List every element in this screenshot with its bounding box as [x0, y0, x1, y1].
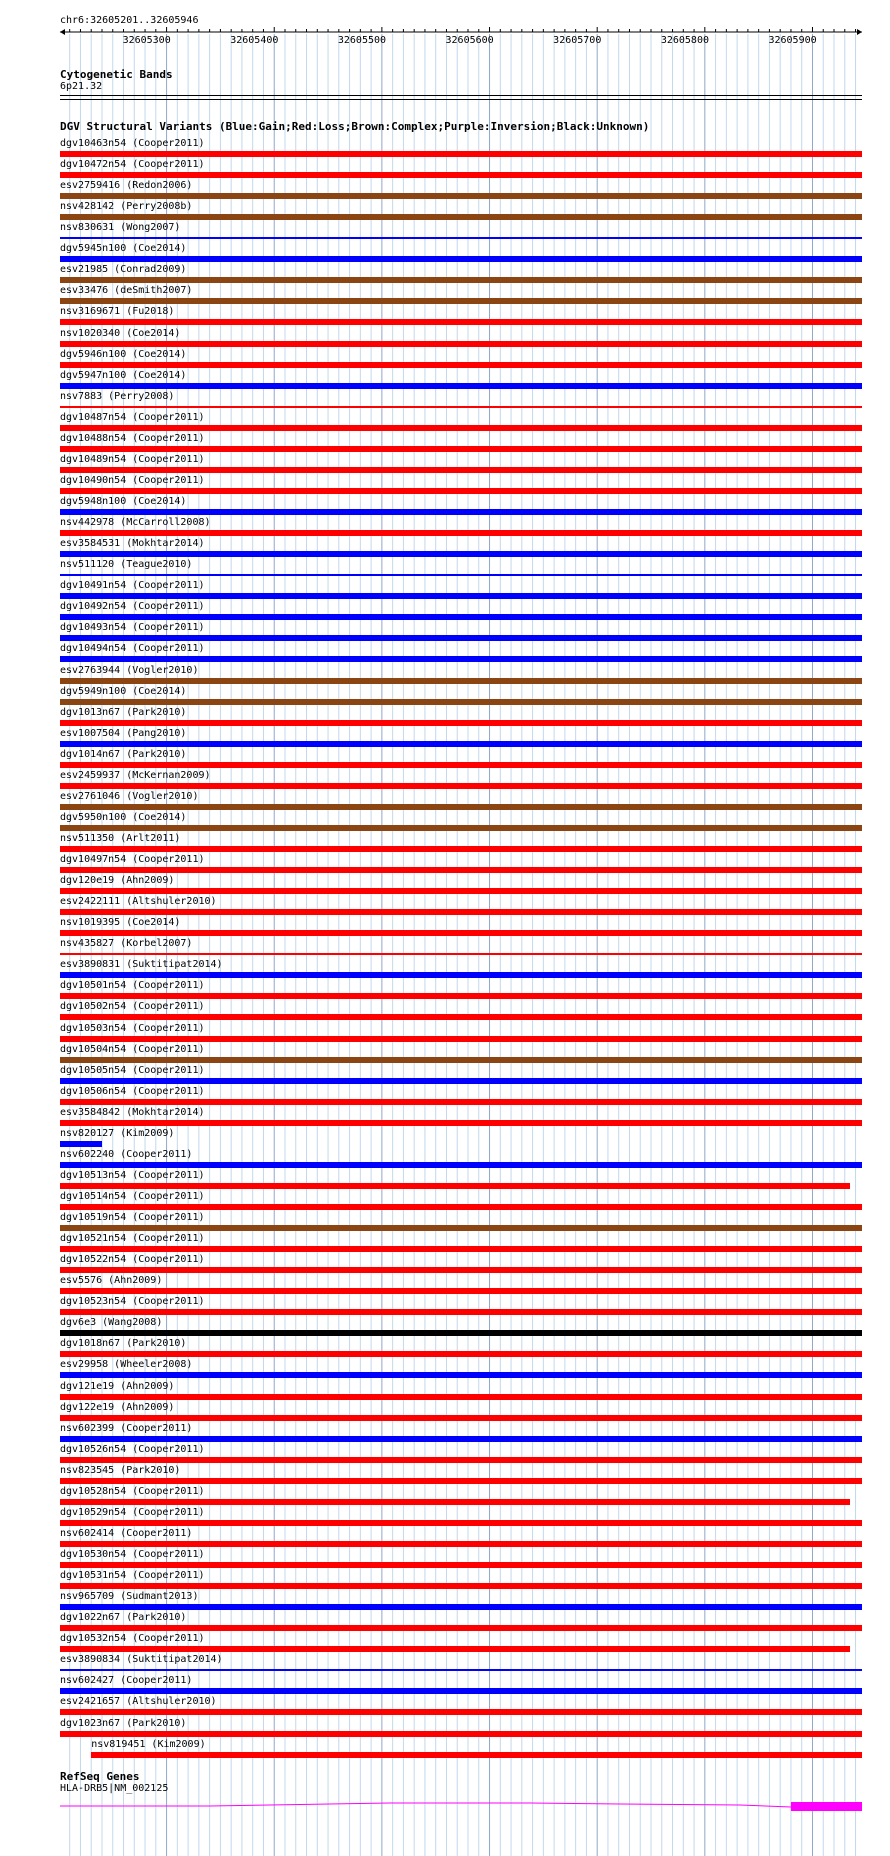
dgv-feature-bar[interactable]: [60, 593, 862, 599]
dgv-feature-bar[interactable]: [60, 530, 862, 536]
dgv-feature-label[interactable]: dgv10493n54 (Cooper2011): [60, 622, 205, 634]
dgv-feature-bar[interactable]: [60, 551, 862, 557]
dgv-feature-label[interactable]: dgv10532n54 (Cooper2011): [60, 1633, 205, 1645]
locus-coordinate: chr6:32605201..32605946: [60, 15, 199, 26]
gene-exon-block: [791, 1802, 862, 1811]
dgv-feature-bar[interactable]: [60, 1478, 862, 1484]
dgv-feature-label[interactable]: dgv10531n54 (Cooper2011): [60, 1570, 205, 1582]
dgv-feature-label[interactable]: esv3890834 (Suktitipat2014): [60, 1654, 223, 1666]
dgv-feature-label[interactable]: dgv10489n54 (Cooper2011): [60, 453, 205, 465]
dgv-track-title: DGV Structural Variants (Blue:Gain;Red:Loss;Brown:Complex;Purple:Inversion;Black:Unknown): [60, 120, 650, 133]
dgv-feature-bar[interactable]: [60, 277, 862, 283]
dgv-feature-bar[interactable]: [60, 237, 862, 239]
dgv-feature-label[interactable]: dgv10513n54 (Cooper2011): [60, 1169, 205, 1181]
refseq-gene-model[interactable]: [0, 1790, 890, 1814]
dgv-feature-bar[interactable]: [60, 1014, 862, 1020]
dgv-feature-bar[interactable]: [60, 656, 862, 662]
dgv-feature-label[interactable]: nsv602414 (Cooper2011): [60, 1527, 193, 1539]
dgv-feature-bar[interactable]: [60, 1099, 862, 1105]
dgv-feature-bar[interactable]: [60, 1372, 862, 1378]
dgv-feature-bar[interactable]: [60, 1625, 862, 1631]
dgv-feature-bar[interactable]: [60, 1351, 862, 1357]
dgv-feature-bar[interactable]: [60, 930, 862, 936]
dgv-feature-label[interactable]: nsv428142 (Perry2008b): [60, 201, 193, 213]
refseq-track-title: RefSeq Genes: [60, 1770, 140, 1783]
dgv-feature-bar[interactable]: [60, 1669, 862, 1671]
dgv-feature-label[interactable]: nsv819451 (Kim2009): [91, 1738, 206, 1750]
ruler-tick-label: 32605500: [337, 35, 387, 46]
ruler-tick-label: 32605400: [230, 35, 279, 46]
dgv-feature-label[interactable]: esv3584531 (Mokhtar2014): [60, 538, 205, 550]
dgv-feature-label[interactable]: nsv602399 (Cooper2011): [60, 1422, 193, 1434]
dgv-feature-label[interactable]: dgv10492n54 (Cooper2011): [60, 601, 205, 613]
dgv-feature-label[interactable]: nsv823545 (Park2010): [60, 1464, 181, 1476]
dgv-feature-bar[interactable]: [60, 1541, 862, 1547]
ruler-left-arrow: [60, 29, 65, 35]
dgv-feature-label[interactable]: dgv10505n54 (Cooper2011): [60, 1064, 205, 1076]
dgv-feature-bar[interactable]: [60, 1604, 862, 1610]
dgv-feature-label[interactable]: dgv5950n100 (Coe2014): [60, 811, 187, 823]
dgv-feature-label[interactable]: dgv10488n54 (Cooper2011): [60, 432, 205, 444]
dgv-feature-bar[interactable]: [91, 1752, 862, 1758]
ruler-tick-label: 32605800: [660, 35, 709, 46]
cyto-track-title: Cytogenetic Bands: [60, 68, 173, 81]
dgv-feature-label[interactable]: esv2761046 (Vogler2010): [60, 790, 199, 802]
dgv-feature-label[interactable]: nsv3169671 (Fu2018): [60, 306, 175, 318]
dgv-feature-label[interactable]: esv33476 (deSmith2007): [60, 285, 193, 297]
dgv-feature-label[interactable]: esv3584842 (Mokhtar2014): [60, 1106, 205, 1118]
dgv-feature-label[interactable]: esv5576 (Ahn2009): [60, 1275, 163, 1287]
dgv-feature-bar[interactable]: [60, 319, 862, 325]
dgv-feature-bar[interactable]: [60, 574, 862, 576]
dgv-feature-label[interactable]: dgv10502n54 (Cooper2011): [60, 1001, 205, 1013]
dgv-feature-bar[interactable]: [60, 362, 862, 368]
dgv-feature-label[interactable]: esv29958 (Wheeler2008): [60, 1359, 193, 1371]
dgv-feature-bar[interactable]: [60, 993, 862, 999]
dgv-feature-label[interactable]: nsv830631 (Wong2007): [60, 222, 181, 234]
dgv-feature-label[interactable]: nsv435827 (Korbel2007): [60, 938, 193, 950]
dgv-feature-label[interactable]: dgv10501n54 (Cooper2011): [60, 980, 205, 992]
dgv-feature-label[interactable]: dgv10529n54 (Cooper2011): [60, 1506, 205, 1518]
dgv-feature-bar[interactable]: [60, 1583, 862, 1589]
dgv-feature-bar[interactable]: [60, 298, 862, 304]
dgv-feature-bar[interactable]: [60, 635, 862, 641]
dgv-feature-bar[interactable]: [60, 1036, 862, 1042]
dgv-feature-label[interactable]: dgv10530n54 (Cooper2011): [60, 1549, 205, 1561]
dgv-feature-label[interactable]: dgv122e19 (Ahn2009): [60, 1401, 175, 1413]
dgv-feature-label[interactable]: dgv10521n54 (Cooper2011): [60, 1233, 205, 1245]
dgv-feature-bar[interactable]: [60, 383, 862, 389]
dgv-feature-bar[interactable]: [60, 867, 862, 873]
dgv-feature-label[interactable]: dgv5949n100 (Coe2014): [60, 685, 187, 697]
dgv-feature-bar[interactable]: [60, 972, 862, 978]
dgv-feature-bar[interactable]: [60, 425, 862, 431]
ruler-tick-label: 32605600: [445, 35, 494, 46]
dgv-feature-bar[interactable]: [60, 509, 862, 515]
dgv-feature-bar[interactable]: [60, 762, 862, 768]
dgv-feature-label[interactable]: esv21985 (Conrad2009): [60, 264, 187, 276]
dgv-feature-label[interactable]: dgv5947n100 (Coe2014): [60, 369, 187, 381]
dgv-feature-label[interactable]: dgv5945n100 (Coe2014): [60, 243, 187, 255]
dgv-feature-label[interactable]: dgv10503n54 (Cooper2011): [60, 1022, 205, 1034]
dgv-feature-label[interactable]: dgv10504n54 (Cooper2011): [60, 1043, 205, 1055]
dgv-feature-bar[interactable]: [60, 1288, 862, 1294]
dgv-feature-label[interactable]: esv2422111 (Altshuler2010): [60, 896, 217, 908]
dgv-feature-label[interactable]: dgv10497n54 (Cooper2011): [60, 854, 205, 866]
dgv-feature-bar[interactable]: [60, 1120, 862, 1126]
dgv-feature-label[interactable]: nsv442978 (McCarroll2008): [60, 517, 211, 529]
dgv-feature-bar[interactable]: [60, 341, 862, 347]
dgv-feature-bar[interactable]: [60, 1709, 862, 1715]
dgv-feature-label[interactable]: dgv10487n54 (Cooper2011): [60, 411, 205, 423]
dgv-feature-bar[interactable]: [60, 1141, 102, 1147]
ruler-tick-label: 32605300: [122, 35, 171, 46]
dgv-feature-bar[interactable]: [60, 1688, 862, 1694]
dgv-feature-label[interactable]: esv2459937 (McKernan2009): [60, 769, 211, 781]
dgv-feature-bar[interactable]: [60, 1246, 862, 1252]
dgv-feature-label[interactable]: dgv10472n54 (Cooper2011): [60, 159, 205, 171]
dgv-feature-bar[interactable]: [60, 614, 862, 620]
dgv-feature-bar[interactable]: [60, 1562, 862, 1568]
dgv-feature-label[interactable]: esv2421657 (Altshuler2010): [60, 1696, 217, 1708]
dgv-feature-bar[interactable]: [60, 1183, 850, 1189]
dgv-feature-label[interactable]: dgv1022n67 (Park2010): [60, 1612, 187, 1624]
cyto-band-bottom-line: [60, 99, 862, 100]
refseq-gene-label[interactable]: HLA-DRB5|NM_002125: [60, 1783, 169, 1794]
dgv-feature-bar[interactable]: [60, 1520, 862, 1526]
dgv-feature-bar[interactable]: [60, 1267, 862, 1273]
dgv-feature-label[interactable]: esv2759416 (Redon2006): [60, 180, 193, 192]
ruler-tick-label: 32605700: [553, 35, 602, 46]
dgv-feature-bar[interactable]: [60, 1225, 862, 1231]
dgv-feature-bar[interactable]: [60, 741, 862, 747]
dgv-feature-label[interactable]: nsv965709 (Sudmant2013): [60, 1591, 199, 1603]
dgv-feature-label[interactable]: esv2763944 (Vogler2010): [60, 664, 199, 676]
dgv-feature-bar[interactable]: [60, 825, 862, 831]
dgv-feature-bar[interactable]: [60, 846, 862, 852]
dgv-feature-label[interactable]: dgv10490n54 (Cooper2011): [60, 474, 205, 486]
dgv-feature-bar[interactable]: [60, 1057, 862, 1063]
dgv-feature-label[interactable]: dgv10528n54 (Cooper2011): [60, 1485, 205, 1497]
dgv-feature-label[interactable]: dgv10522n54 (Cooper2011): [60, 1254, 205, 1266]
dgv-feature-label[interactable]: dgv5948n100 (Coe2014): [60, 496, 187, 508]
dgv-feature-bar[interactable]: [60, 151, 862, 157]
dgv-feature-bar[interactable]: [60, 953, 862, 955]
dgv-feature-bar[interactable]: [60, 1499, 850, 1505]
dgv-feature-label[interactable]: dgv10506n54 (Cooper2011): [60, 1085, 205, 1097]
dgv-feature-label[interactable]: nsv602240 (Cooper2011): [60, 1148, 193, 1160]
dgv-feature-bar[interactable]: [60, 1309, 862, 1315]
dgv-feature-label[interactable]: esv3890831 (Suktitipat2014): [60, 959, 223, 971]
dgv-feature-label[interactable]: nsv820127 (Kim2009): [60, 1127, 175, 1139]
dgv-feature-bar[interactable]: [60, 406, 862, 408]
dgv-feature-label[interactable]: dgv1014n67 (Park2010): [60, 748, 187, 760]
dgv-feature-label[interactable]: dgv10514n54 (Cooper2011): [60, 1191, 205, 1202]
dgv-feature-bar[interactable]: [60, 888, 862, 894]
dgv-feature-bar[interactable]: [60, 699, 862, 705]
dgv-feature-bar[interactable]: [60, 256, 862, 262]
dgv-feature-bar[interactable]: [60, 1078, 862, 1084]
dgv-feature-label[interactable]: dgv10494n54 (Cooper2011): [60, 643, 205, 655]
dgv-feature-label[interactable]: dgv10463n54 (Cooper2011): [60, 138, 205, 149]
dgv-feature-label[interactable]: esv1007504 (Pang2010): [60, 727, 187, 739]
dgv-feature-bar[interactable]: [60, 678, 862, 684]
dgv-feature-label[interactable]: dgv1023n67 (Park2010): [60, 1717, 187, 1729]
cyto-band-top-line: [60, 95, 862, 96]
dgv-feature-label[interactable]: dgv6e3 (Wang2008): [60, 1317, 163, 1329]
dgv-feature-bar[interactable]: [60, 1731, 862, 1737]
dgv-feature-bar[interactable]: [60, 1415, 862, 1421]
dgv-feature-label[interactable]: nsv602427 (Cooper2011): [60, 1675, 193, 1687]
dgv-feature-label[interactable]: nsv511350 (Arlt2011): [60, 832, 181, 844]
dgv-feature-label[interactable]: nsv1019395 (Coe2014): [60, 917, 181, 929]
ruler-right-arrow: [857, 29, 862, 35]
dgv-feature-bar[interactable]: [60, 909, 862, 915]
dgv-feature-label[interactable]: dgv1013n67 (Park2010): [60, 706, 187, 718]
dgv-feature-label[interactable]: nsv511120 (Teague2010): [60, 559, 193, 571]
dgv-feature-bar[interactable]: [60, 172, 862, 178]
dgv-feature-label[interactable]: dgv10526n54 (Cooper2011): [60, 1443, 205, 1455]
dgv-feature-label[interactable]: dgv5946n100 (Coe2014): [60, 348, 187, 360]
dgv-feature-bar[interactable]: [60, 1457, 862, 1463]
dgv-feature-bar[interactable]: [60, 804, 862, 810]
cyto-band-label: 6p21.32: [60, 81, 103, 92]
dgv-feature-bar[interactable]: [60, 446, 862, 452]
dgv-feature-bar[interactable]: [60, 488, 862, 494]
dgv-feature-bar[interactable]: [60, 467, 862, 473]
dgv-feature-label[interactable]: dgv10519n54 (Cooper2011): [60, 1212, 205, 1224]
dgv-feature-label[interactable]: nsv1020340 (Coe2014): [60, 327, 181, 339]
dgv-feature-label[interactable]: dgv1018n67 (Park2010): [60, 1338, 187, 1350]
gene-intron-line: [60, 1803, 791, 1807]
dgv-feature-bar[interactable]: [60, 1162, 862, 1168]
dgv-feature-bar[interactable]: [60, 1436, 862, 1442]
dgv-feature-label[interactable]: dgv121e19 (Ahn2009): [60, 1380, 175, 1392]
dgv-feature-label[interactable]: dgv10523n54 (Cooper2011): [60, 1296, 205, 1308]
ruler-tick-label: 32605900: [768, 35, 817, 46]
dgv-feature-bar[interactable]: [60, 783, 862, 789]
dgv-feature-label[interactable]: dgv10491n54 (Cooper2011): [60, 580, 205, 592]
dgv-feature-bar[interactable]: [60, 193, 862, 199]
dgv-feature-label[interactable]: dgv120e19 (Ahn2009): [60, 875, 175, 887]
dgv-feature-bar[interactable]: [60, 1330, 862, 1336]
dgv-feature-label[interactable]: nsv7883 (Perry2008): [60, 390, 175, 402]
dgv-feature-bar[interactable]: [60, 1204, 862, 1210]
dgv-feature-bar[interactable]: [60, 720, 862, 726]
dgv-feature-bar[interactable]: [60, 1646, 850, 1652]
dgv-feature-bar[interactable]: [60, 214, 862, 220]
dgv-feature-bar[interactable]: [60, 1394, 862, 1400]
